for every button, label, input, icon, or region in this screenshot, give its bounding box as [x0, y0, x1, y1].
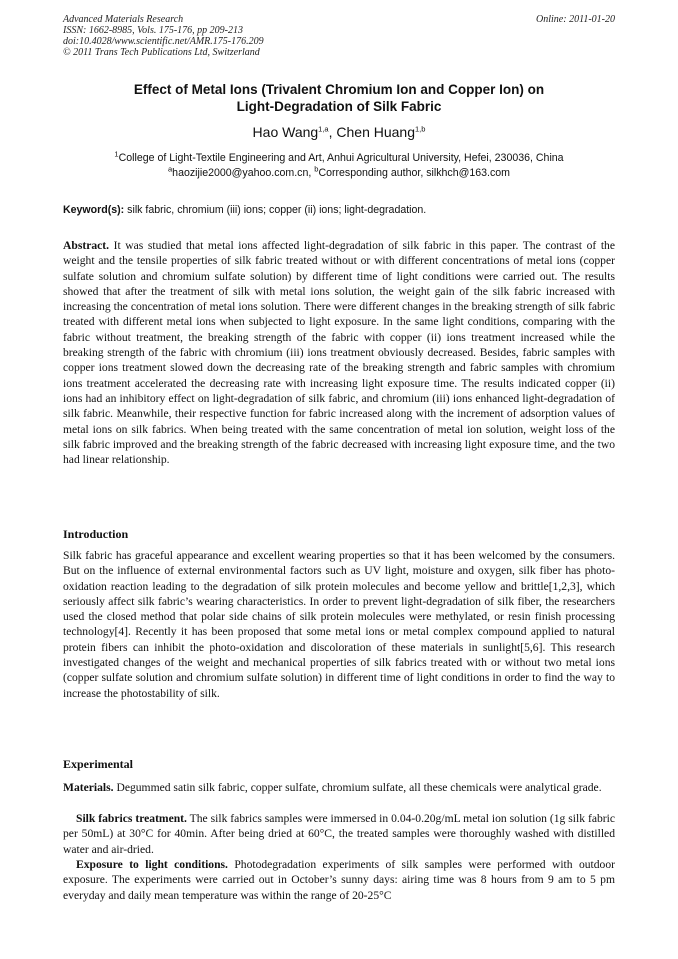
materials-label: Materials. [63, 781, 114, 794]
affiliations [63, 151, 615, 181]
exposure-text: Photodegradation experiments of silk samples were performed with outdoor exposure. The experiments were carried out in October’s sunny days: airing time was 8 hours from 9 am to 5 pm everyday and daily mean temperature was within the range of 20-25°C [63, 858, 616, 902]
email-sup-b: b [314, 164, 319, 174]
abstract [63, 238, 615, 467]
journal-copyright: © 2011 Trans Tech Publications Ltd, Switzerland [63, 47, 260, 58]
affiliation-sup: 1 [114, 149, 119, 159]
materials-paragraph [63, 780, 615, 795]
experimental-heading: Experimental [63, 757, 133, 771]
journal-issn: ISSN: 1662-8985, Vols. 175-176, pp 209-213 [63, 25, 243, 36]
author-2: Chen Huang [336, 124, 416, 140]
abstract-label: Abstract. [63, 239, 110, 252]
affiliation-text: College of Light-Textile Engineering and Art, Anhui Agricultural University, Hefei, 230036, China [118, 152, 564, 164]
online-date: Online: 2011-01-20 [536, 14, 615, 25]
title-line-1: Effect of Metal Ions (Trivalent Chromium Ion and Copper Ion) on [133, 82, 545, 97]
introduction-heading: Introduction [63, 527, 129, 541]
treatment-text: The silk fabrics samples were immersed in 0.04-0.20g/mL metal ion solution (1g silk fabric per 50mL) at 30°C for 40min. After being dried at 60°C, the treated samples were thoroughly washed with distilled water and air-dried. [63, 812, 615, 856]
journal-header [63, 14, 615, 58]
author-separator: , [328, 124, 337, 140]
author-2-sup: 1,b [415, 124, 426, 134]
journal-doi: doi:10.4028/www.scientific.net/AMR.175-176.209 [63, 36, 264, 47]
treatment-paragraph [63, 811, 615, 857]
materials-text: Degummed satin silk fabric, copper sulfate, chromium sulfate, all these chemicals were analytical grade. [113, 781, 602, 794]
email-a: haozijie2000@yahoo.com.cn, [172, 167, 315, 179]
email-b: Corresponding author, silkhch@163.com [318, 167, 510, 179]
exposure-paragraph [63, 857, 615, 903]
keywords-text: silk fabric, chromium (iii) ions; copper (ii) ions; light-degradation. [124, 204, 427, 216]
author-1-sup: 1,a [318, 124, 329, 134]
affiliation-line [63, 151, 615, 166]
author-list [63, 123, 615, 141]
paper-title [63, 81, 615, 115]
author-1: Hao Wang [252, 124, 319, 140]
keywords-label: Keyword(s): [63, 204, 125, 216]
introduction-text: Silk fabric has graceful appearance and excellent wearing properties so that it has been welcomed by the consumers. But on the influence of external environmental factors such as UV light, moisture and oxygen, silk fiber has photo-oxidation reaction leading to the degradation of silk protein molecules and become yellow and brittle[1,2,3], which seriously affect silk fabric’s wearing characteristics. In order to prevent light-degradation of silk fiber, the researchers used the closed method that polar side chains of silk protein molecules were methylated, or resin finish processing technology[4]. Recently it has been proposed that some metal ions or metal complex compound applied to natural protein fibers can inhibit the photo-oxidation and discoloration of these materials in sunlight[5,6]. This research investigated changes of the weight and mechanical properties of silk fabrics treated with or without two metal ions (copper sulfate solution and chromium sulfate solution) in different time of light conditions in order to find the way to increase the photostability of silk. [63, 549, 615, 700]
title-line-2: Light-Degradation of Silk Fabric [236, 99, 442, 114]
email-sup-a: a [168, 164, 173, 174]
keywords [63, 203, 615, 217]
email-line [63, 166, 615, 181]
journal-name: Advanced Materials Research [63, 14, 184, 25]
exposure-label: Exposure to light conditions. [76, 858, 228, 871]
treatment-label: Silk fabrics treatment. [76, 812, 187, 825]
abstract-text: It was studied that metal ions affected light-degradation of silk fabric in this paper. The contrast of the weight and the tensile properties of silk fabric treated without or with different concentrations of metal ions (copper sulfate solution and chromium sulfate solution) by different time of light conditions were carried out. The results showed that after the treatment of silk with metal ions solution, the weight gain of the silk fabric increased with increasing the concentration of metal ions solution. There were different changes in the breaking strength of silk fabric treated with different metal ions when subjected to light exposure. In the same light conditions, comparing with the fabric without treatment, the breaking strength of the fabric with copper (ii) ions treatment increased while the breaking strength of the fabric with chromium (iii) ions treatment obviously decreased. Besides, fabric samples with copper ions treatment slowed down the decreasing rate of the breaking strength and fabric samples with chromium ions treatment accelerated the decreasing rate with increasing light exposure time. The results indicated copper (ii) ions had an inhibitory effect on light-degradation of silk fabric, and chromium (iii) ions enhanced light-degradation of silk fabric. Meanwhile, their respective function for fabric increased along with the increment of adsorption values of metal ions on silk fabrics. When being treated with the same concentration of metal ion solution, weight loss of the silk fabric improved and the breaking strength of the fabric decreased with increasing light exposure time, and the two had linear relationship. [63, 239, 615, 467]
